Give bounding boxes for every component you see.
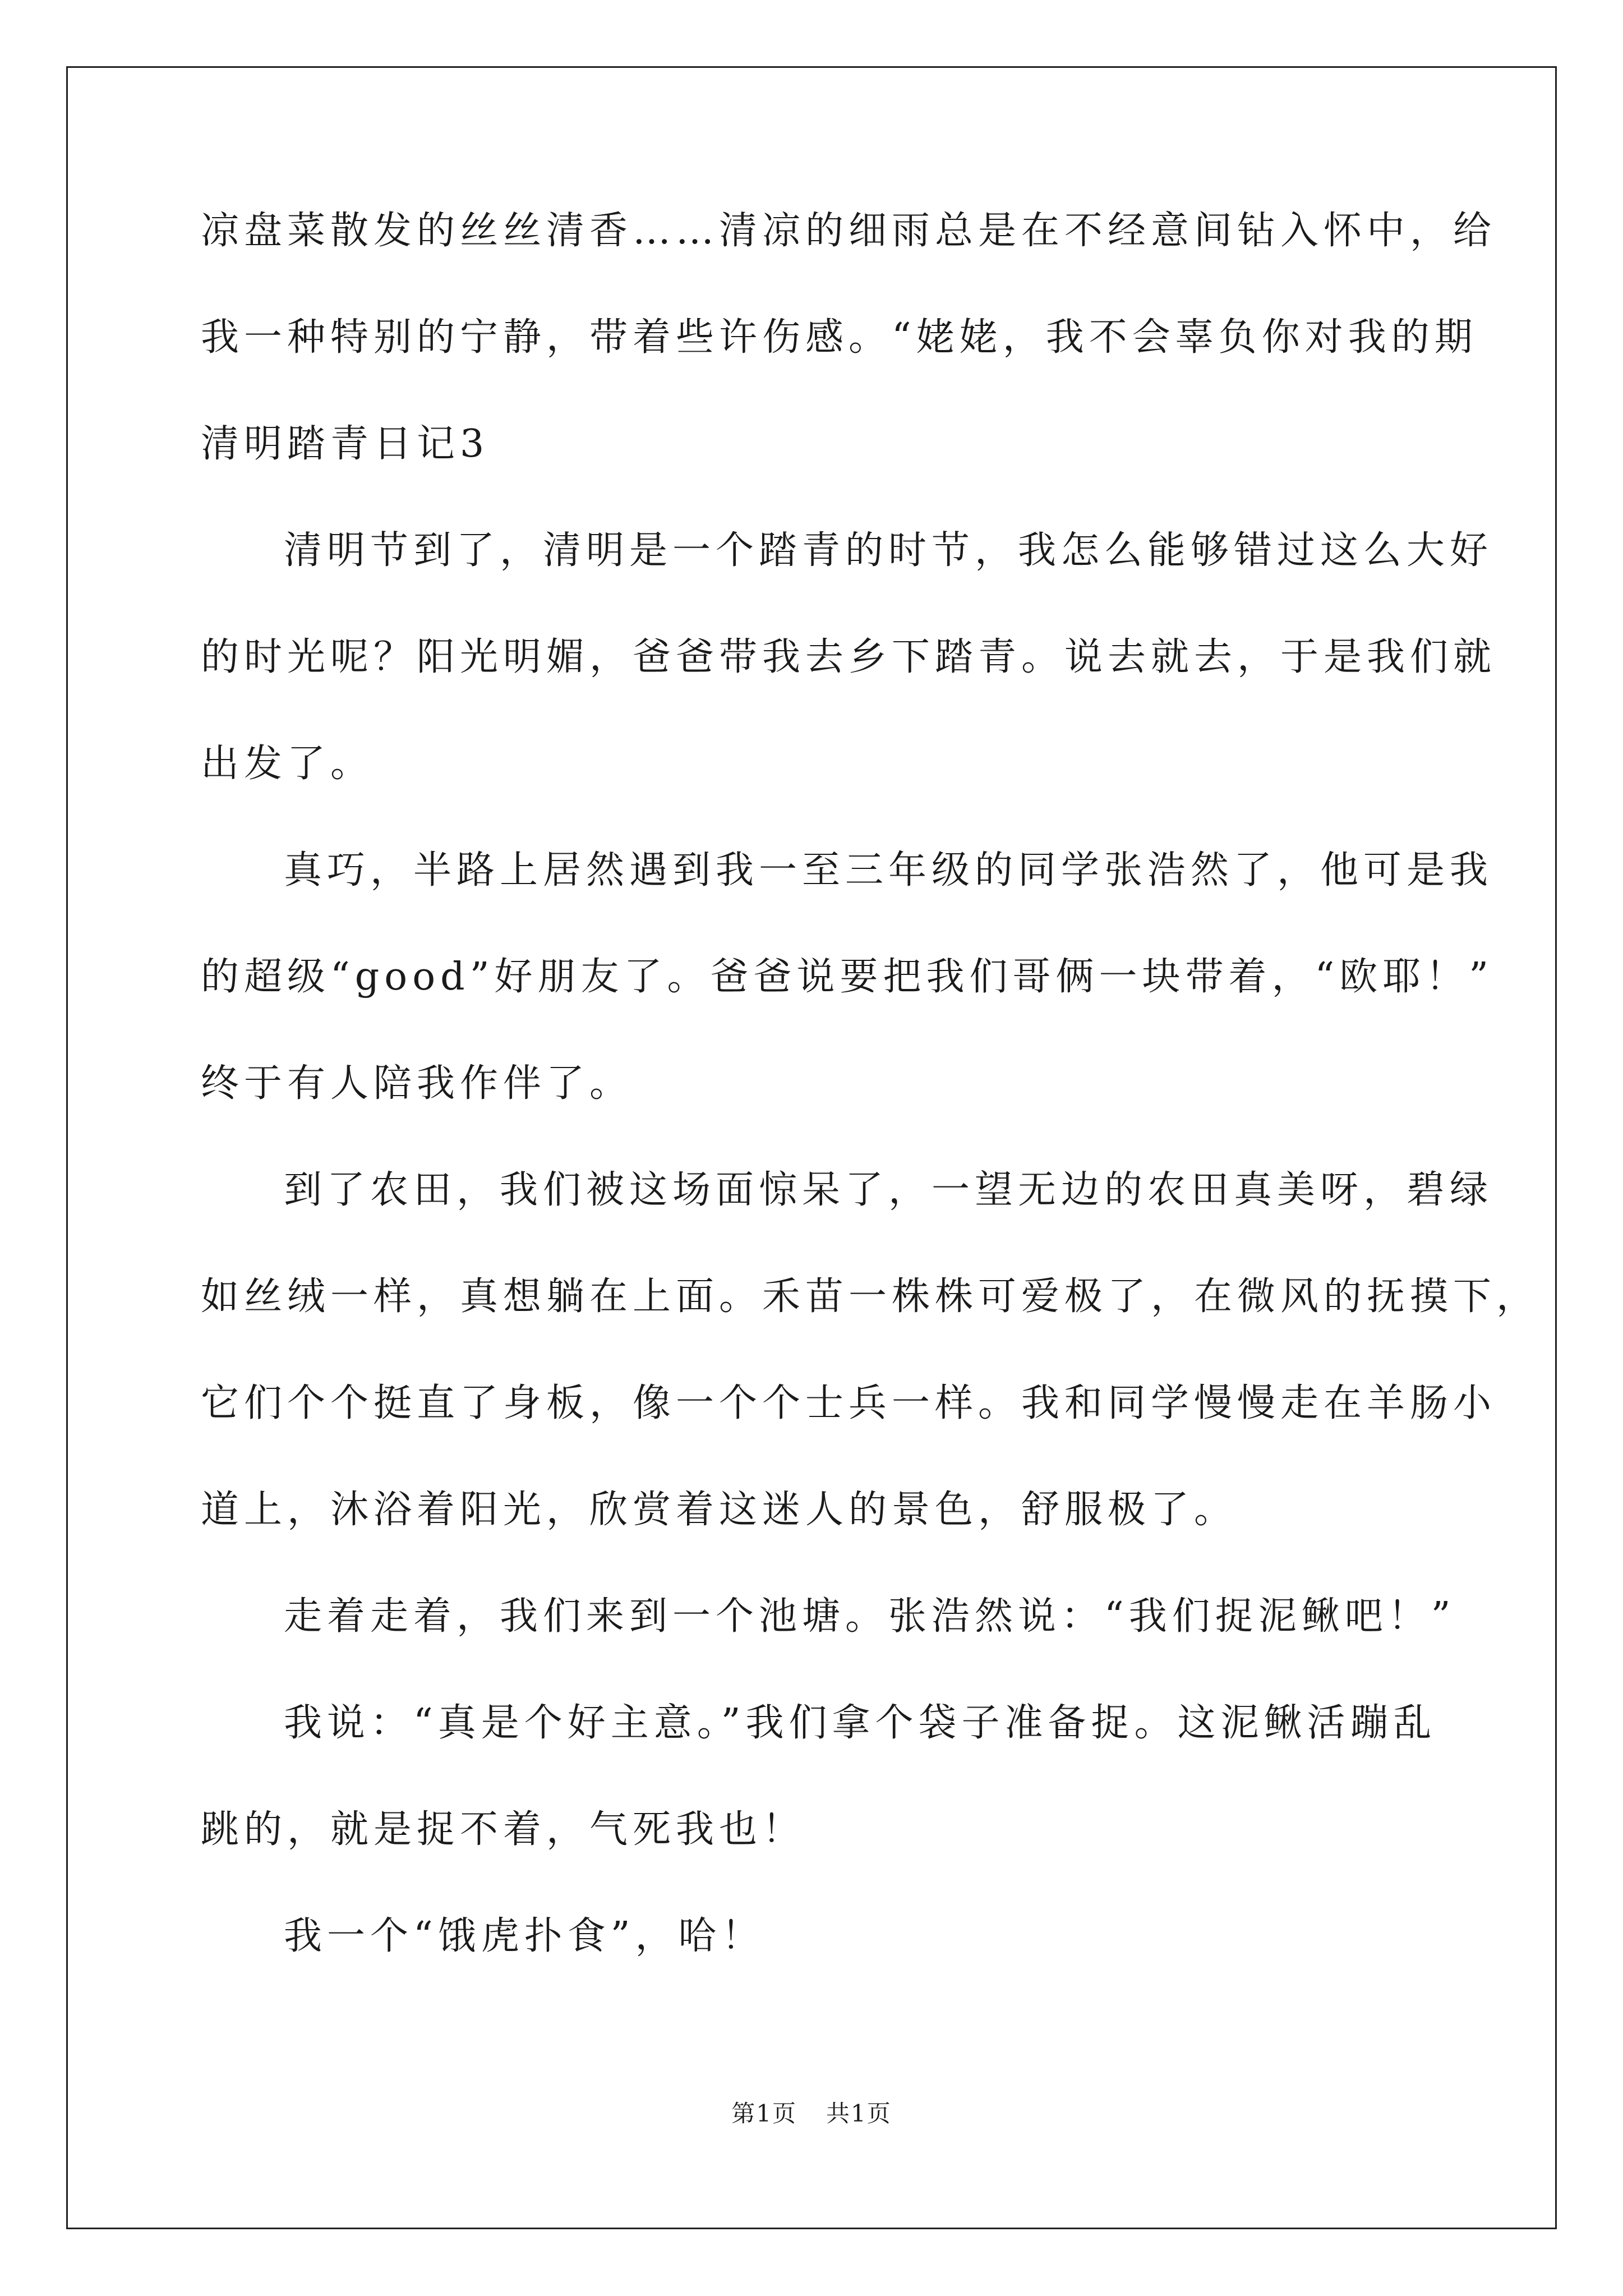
text-line: 跳的，就是捉不着，气死我也！ <box>201 1807 806 1852</box>
text-line: 真巧，半路上居然遇到我一至三年级的同学张浩然了，他可是我 <box>284 848 1493 892</box>
text-line: 终于有人陪我作伴了。 <box>201 1061 633 1106</box>
text-line: 道上，沐浴着阳光，欣赏着这迷人的景色，舒服极了。 <box>201 1488 1238 1532</box>
text-line: 走着走着，我们来到一个池塘。张浩然说：“我们捉泥鳅吧！” <box>284 1594 1456 1639</box>
text-line: 我一种特别的宁静，带着些许伤感。“姥姥，我不会辜负你对我的期 <box>201 315 1478 360</box>
text-line: 清明踏青日记3 <box>201 422 490 466</box>
text-line: 我说：“真是个好主意。”我们拿个袋子准备捉。这泥鳅活蹦乱 <box>284 1701 1437 1745</box>
text-line: 的超级“good”好朋友了。爸爸说要把我们哥俩一块带着，“欧耶！” <box>201 955 1493 999</box>
text-line: 到了农田，我们被这场面惊呆了，一望无边的农田真美呀，碧绿 <box>284 1168 1493 1212</box>
text-line: 出发了。 <box>201 742 374 786</box>
document-body <box>201 204 1540 2016</box>
page-total: 共1页 <box>826 2100 892 2127</box>
text-line: 我一个“饿虎扑食”，哈！ <box>284 1914 765 1958</box>
text-line: 清明节到了，清明是一个踏青的时节，我怎么能够错过这么大好 <box>284 528 1493 573</box>
text-line: 如丝绒一样，真想躺在上面。禾苗一株株可爱极了，在微风的抚摸下， <box>201 1274 1540 1319</box>
text-line: 它们个个挺直了身板，像一个个士兵一样。我和同学慢慢走在羊肠小 <box>201 1381 1497 1425</box>
page-current: 第1页 <box>731 2100 797 2127</box>
text-line: 凉盘菜散发的丝丝清香……清凉的细雨总是在不经意间钻入怀中，给 <box>201 209 1497 253</box>
text-line: 的时光呢？阳光明媚，爸爸带我去乡下踏青。说去就去，于是我们就 <box>201 635 1497 679</box>
page-footer <box>0 2097 1623 2131</box>
